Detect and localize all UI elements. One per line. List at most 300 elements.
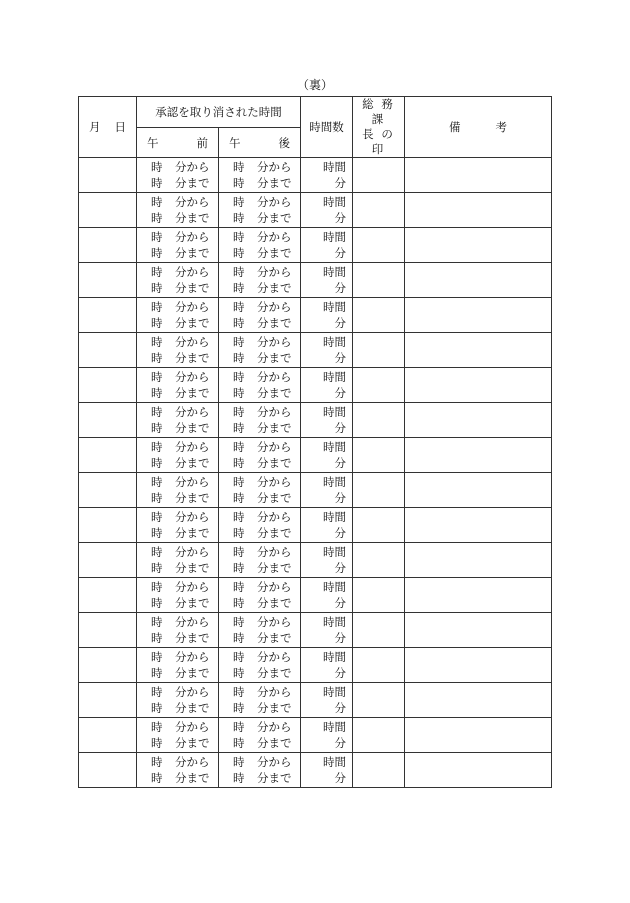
page-side-label: （裏） xyxy=(296,78,333,92)
seal-cell[interactable] xyxy=(353,543,405,578)
hour-label: 時 xyxy=(151,370,163,384)
hours-unit-label: 時間 xyxy=(323,160,346,174)
seal-cell[interactable] xyxy=(353,333,405,368)
am-time-cell[interactable] xyxy=(137,193,219,228)
seal-cell[interactable] xyxy=(353,193,405,228)
hour-label: 時 xyxy=(151,405,163,419)
until-label: 分まで xyxy=(257,491,292,505)
from-label: 分から xyxy=(257,160,292,174)
am-time-cell[interactable] xyxy=(137,403,219,438)
hour-label: 時 xyxy=(233,211,245,225)
until-label: 分まで xyxy=(257,351,292,365)
until-label: 分まで xyxy=(175,176,210,190)
hour-label: 時 xyxy=(233,456,245,470)
hour-label: 時 xyxy=(151,545,163,559)
day-label: 日 xyxy=(114,120,126,134)
hour-label: 時 xyxy=(151,265,163,279)
duration-cell[interactable] xyxy=(301,718,353,753)
pm-label-2: 後 xyxy=(278,135,290,150)
hour-label: 時 xyxy=(233,526,245,540)
seal-cell[interactable] xyxy=(353,158,405,193)
date-cell[interactable] xyxy=(79,718,137,753)
duration-cell[interactable] xyxy=(301,578,353,613)
hours-unit-label: 時間 xyxy=(323,265,346,279)
table-row xyxy=(79,263,552,298)
hour-label: 時 xyxy=(151,615,163,629)
am-time-cell[interactable] xyxy=(137,473,219,508)
am-time-cell[interactable] xyxy=(137,578,219,613)
cancelled-time-header: 承認を取り消された時間 xyxy=(137,97,301,128)
remarks-cell[interactable] xyxy=(405,298,552,333)
table-row xyxy=(79,333,552,368)
am-label-2: 前 xyxy=(196,135,208,150)
hour-label: 時 xyxy=(151,211,163,225)
pm-label-1: 午 xyxy=(229,135,241,150)
from-label: 分から xyxy=(257,335,292,349)
hour-label: 時 xyxy=(151,160,163,174)
seal-cell[interactable] xyxy=(353,718,405,753)
hour-label: 時 xyxy=(151,195,163,209)
duration-cell[interactable] xyxy=(301,298,353,333)
date-cell[interactable] xyxy=(79,228,137,263)
minutes-unit-label: 分 xyxy=(334,736,346,750)
pm-time-cell[interactable] xyxy=(219,648,301,683)
from-label: 分から xyxy=(257,615,292,629)
table-row xyxy=(79,298,552,333)
hour-label: 時 xyxy=(151,351,163,365)
seal-cell[interactable] xyxy=(353,753,405,788)
from-label: 分から xyxy=(175,230,210,244)
am-time-cell[interactable] xyxy=(137,438,219,473)
from-label: 分から xyxy=(175,300,210,314)
remarks-cell[interactable] xyxy=(405,753,552,788)
duration-cell[interactable] xyxy=(301,158,353,193)
remarks-cell[interactable] xyxy=(405,403,552,438)
hour-label: 時 xyxy=(151,475,163,489)
hour-label: 時 xyxy=(233,685,245,699)
hours-unit-label: 時間 xyxy=(323,195,346,209)
hour-label: 時 xyxy=(233,281,245,295)
from-label: 分から xyxy=(175,265,210,279)
pm-header xyxy=(219,128,301,158)
from-label: 分から xyxy=(175,650,210,664)
hour-label: 時 xyxy=(151,386,163,400)
hours-unit-label: 時間 xyxy=(323,475,346,489)
hour-label: 時 xyxy=(233,160,245,174)
am-time-cell[interactable] xyxy=(137,368,219,403)
date-cell[interactable] xyxy=(79,438,137,473)
from-label: 分から xyxy=(175,755,210,769)
from-label: 分から xyxy=(257,755,292,769)
until-label: 分まで xyxy=(175,351,210,365)
from-label: 分から xyxy=(257,230,292,244)
hour-label: 時 xyxy=(233,475,245,489)
hours-unit-label: 時間 xyxy=(323,545,346,559)
duration-cell[interactable] xyxy=(301,368,353,403)
pm-time-cell[interactable] xyxy=(219,578,301,613)
remarks-cell[interactable] xyxy=(405,368,552,403)
seal-cell[interactable] xyxy=(353,368,405,403)
date-cell[interactable] xyxy=(79,473,137,508)
from-label: 分から xyxy=(175,405,210,419)
remarks-cell[interactable] xyxy=(405,508,552,543)
until-label: 分まで xyxy=(175,666,210,680)
until-label: 分まで xyxy=(175,596,210,610)
pm-time-cell[interactable] xyxy=(219,403,301,438)
hour-label: 時 xyxy=(233,701,245,715)
seal-cell[interactable] xyxy=(353,648,405,683)
from-label: 分から xyxy=(257,510,292,524)
until-label: 分まで xyxy=(175,701,210,715)
table-row xyxy=(79,543,552,578)
seal-header xyxy=(353,97,405,158)
hour-label: 時 xyxy=(233,440,245,454)
hour-label: 時 xyxy=(151,526,163,540)
hours-unit-label: 時間 xyxy=(323,335,346,349)
until-label: 分まで xyxy=(257,281,292,295)
hour-label: 時 xyxy=(151,771,163,785)
hour-label: 時 xyxy=(151,510,163,524)
date-cell[interactable] xyxy=(79,508,137,543)
duration-cell[interactable] xyxy=(301,543,353,578)
remarks-label-1: 備 xyxy=(449,120,461,134)
seal-header-line2: 長 の 印 xyxy=(362,127,395,156)
am-time-cell[interactable] xyxy=(137,333,219,368)
until-label: 分まで xyxy=(175,771,210,785)
duration-cell[interactable] xyxy=(301,333,353,368)
hour-label: 時 xyxy=(151,666,163,680)
until-label: 分まで xyxy=(257,421,292,435)
table-row xyxy=(79,683,552,718)
minutes-unit-label: 分 xyxy=(334,176,346,190)
hour-label: 時 xyxy=(151,300,163,314)
remarks-cell[interactable] xyxy=(405,683,552,718)
am-time-cell[interactable] xyxy=(137,613,219,648)
table-row xyxy=(79,403,552,438)
remarks-cell[interactable] xyxy=(405,543,552,578)
pm-time-cell[interactable] xyxy=(219,543,301,578)
until-label: 分まで xyxy=(175,491,210,505)
table-row xyxy=(79,578,552,613)
from-label: 分から xyxy=(175,615,210,629)
until-label: 分まで xyxy=(175,456,210,470)
am-time-cell[interactable] xyxy=(137,158,219,193)
from-label: 分から xyxy=(257,440,292,454)
table-row xyxy=(79,473,552,508)
hour-label: 時 xyxy=(233,650,245,664)
until-label: 分まで xyxy=(175,421,210,435)
from-label: 分から xyxy=(257,195,292,209)
pm-time-cell[interactable] xyxy=(219,613,301,648)
from-label: 分から xyxy=(257,580,292,594)
from-label: 分から xyxy=(175,685,210,699)
hour-label: 時 xyxy=(151,580,163,594)
hour-label: 時 xyxy=(151,736,163,750)
minutes-unit-label: 分 xyxy=(334,631,346,645)
am-header xyxy=(137,128,219,158)
minutes-unit-label: 分 xyxy=(334,316,346,330)
from-label: 分から xyxy=(257,265,292,279)
from-label: 分から xyxy=(257,720,292,734)
hour-label: 時 xyxy=(233,596,245,610)
from-label: 分から xyxy=(175,370,210,384)
minutes-unit-label: 分 xyxy=(334,701,346,715)
date-cell[interactable] xyxy=(79,753,137,788)
hour-label: 時 xyxy=(233,510,245,524)
hour-label: 時 xyxy=(151,701,163,715)
am-time-cell[interactable] xyxy=(137,753,219,788)
pm-time-cell[interactable] xyxy=(219,228,301,263)
minutes-unit-label: 分 xyxy=(334,771,346,785)
from-label: 分から xyxy=(175,440,210,454)
until-label: 分まで xyxy=(175,561,210,575)
from-label: 分から xyxy=(257,405,292,419)
hour-label: 時 xyxy=(233,351,245,365)
hour-label: 時 xyxy=(151,230,163,244)
table-row xyxy=(79,368,552,403)
duration-cell[interactable] xyxy=(301,228,353,263)
until-label: 分まで xyxy=(257,596,292,610)
from-label: 分から xyxy=(257,685,292,699)
pm-time-cell[interactable] xyxy=(219,368,301,403)
hour-label: 時 xyxy=(233,755,245,769)
hour-label: 時 xyxy=(233,316,245,330)
time-cancellation-table xyxy=(78,96,552,788)
from-label: 分から xyxy=(175,545,210,559)
hours-unit-label: 時間 xyxy=(323,720,346,734)
date-cell[interactable] xyxy=(79,543,137,578)
hour-label: 時 xyxy=(233,230,245,244)
hour-label: 時 xyxy=(151,755,163,769)
minutes-unit-label: 分 xyxy=(334,421,346,435)
pm-time-cell[interactable] xyxy=(219,263,301,298)
until-label: 分まで xyxy=(257,561,292,575)
date-cell[interactable] xyxy=(79,193,137,228)
hour-label: 時 xyxy=(233,370,245,384)
hour-label: 時 xyxy=(151,720,163,734)
hour-label: 時 xyxy=(233,666,245,680)
until-label: 分まで xyxy=(175,246,210,260)
duration-cell[interactable] xyxy=(301,753,353,788)
until-label: 分まで xyxy=(257,176,292,190)
pm-time-cell[interactable] xyxy=(219,753,301,788)
hour-label: 時 xyxy=(151,631,163,645)
from-label: 分から xyxy=(257,300,292,314)
seal-cell[interactable] xyxy=(353,263,405,298)
hour-label: 時 xyxy=(233,405,245,419)
pm-time-cell[interactable] xyxy=(219,298,301,333)
am-time-cell[interactable] xyxy=(137,648,219,683)
seal-header-line1: 総 務 課 xyxy=(362,97,395,126)
remarks-cell[interactable] xyxy=(405,158,552,193)
until-label: 分まで xyxy=(257,526,292,540)
seal-cell[interactable] xyxy=(353,473,405,508)
hours-unit-label: 時間 xyxy=(323,580,346,594)
from-label: 分から xyxy=(175,335,210,349)
hour-label: 時 xyxy=(233,491,245,505)
minutes-unit-label: 分 xyxy=(334,526,346,540)
am-time-cell[interactable] xyxy=(137,683,219,718)
hour-label: 時 xyxy=(151,561,163,575)
hour-label: 時 xyxy=(151,650,163,664)
remarks-cell[interactable] xyxy=(405,718,552,753)
table-row xyxy=(79,648,552,683)
am-time-cell[interactable] xyxy=(137,263,219,298)
duration-cell[interactable] xyxy=(301,438,353,473)
remarks-cell[interactable] xyxy=(405,438,552,473)
hour-label: 時 xyxy=(151,281,163,295)
hour-label: 時 xyxy=(233,720,245,734)
am-time-cell[interactable] xyxy=(137,543,219,578)
minutes-unit-label: 分 xyxy=(334,666,346,680)
duration-cell[interactable] xyxy=(301,613,353,648)
from-label: 分から xyxy=(175,580,210,594)
from-label: 分から xyxy=(257,650,292,664)
minutes-unit-label: 分 xyxy=(334,596,346,610)
remarks-cell[interactable] xyxy=(405,228,552,263)
hour-label: 時 xyxy=(151,456,163,470)
pm-time-cell[interactable] xyxy=(219,683,301,718)
until-label: 分まで xyxy=(175,526,210,540)
am-time-cell[interactable] xyxy=(137,718,219,753)
date-cell[interactable] xyxy=(79,368,137,403)
until-label: 分まで xyxy=(175,281,210,295)
pm-time-cell[interactable] xyxy=(219,333,301,368)
minutes-unit-label: 分 xyxy=(334,351,346,365)
from-label: 分から xyxy=(257,475,292,489)
until-label: 分まで xyxy=(257,631,292,645)
duration-cell[interactable] xyxy=(301,193,353,228)
from-label: 分から xyxy=(175,195,210,209)
duration-cell[interactable] xyxy=(301,473,353,508)
seal-cell[interactable] xyxy=(353,683,405,718)
minutes-unit-label: 分 xyxy=(334,561,346,575)
hours-unit-label: 時間 xyxy=(323,300,346,314)
pm-time-cell[interactable] xyxy=(219,473,301,508)
remarks-cell[interactable] xyxy=(405,193,552,228)
minutes-unit-label: 分 xyxy=(334,246,346,260)
hour-label: 時 xyxy=(233,736,245,750)
until-label: 分まで xyxy=(175,736,210,750)
duration-cell[interactable] xyxy=(301,403,353,438)
minutes-unit-label: 分 xyxy=(334,456,346,470)
pm-time-cell[interactable] xyxy=(219,158,301,193)
hours-unit-label: 時間 xyxy=(323,755,346,769)
until-label: 分まで xyxy=(257,701,292,715)
hour-label: 時 xyxy=(233,561,245,575)
hours-unit-label: 時間 xyxy=(323,615,346,629)
remarks-cell[interactable] xyxy=(405,473,552,508)
until-label: 分まで xyxy=(175,211,210,225)
hour-label: 時 xyxy=(151,176,163,190)
am-time-cell[interactable] xyxy=(137,228,219,263)
date-cell[interactable] xyxy=(79,578,137,613)
hour-label: 時 xyxy=(233,335,245,349)
from-label: 分から xyxy=(257,370,292,384)
until-label: 分まで xyxy=(257,316,292,330)
date-cell[interactable] xyxy=(79,683,137,718)
seal-cell[interactable] xyxy=(353,438,405,473)
table-row xyxy=(79,438,552,473)
seal-cell[interactable] xyxy=(353,578,405,613)
pm-time-cell[interactable] xyxy=(219,438,301,473)
until-label: 分まで xyxy=(257,211,292,225)
pm-time-cell[interactable] xyxy=(219,193,301,228)
minutes-unit-label: 分 xyxy=(334,211,346,225)
duration-cell[interactable] xyxy=(301,508,353,543)
table-row xyxy=(79,508,552,543)
hours-unit-label: 時間 xyxy=(323,440,346,454)
hour-label: 時 xyxy=(233,421,245,435)
seal-cell[interactable] xyxy=(353,298,405,333)
hour-label: 時 xyxy=(233,176,245,190)
hour-label: 時 xyxy=(233,771,245,785)
date-cell[interactable] xyxy=(79,613,137,648)
remarks-cell[interactable] xyxy=(405,613,552,648)
from-label: 分から xyxy=(175,510,210,524)
from-label: 分から xyxy=(175,475,210,489)
until-label: 分まで xyxy=(175,386,210,400)
hour-label: 時 xyxy=(151,335,163,349)
table-row xyxy=(79,193,552,228)
seal-cell[interactable] xyxy=(353,403,405,438)
minutes-unit-label: 分 xyxy=(334,281,346,295)
date-cell[interactable] xyxy=(79,333,137,368)
seal-cell[interactable] xyxy=(353,613,405,648)
hour-label: 時 xyxy=(233,631,245,645)
am-time-cell[interactable] xyxy=(137,298,219,333)
am-label-1: 午 xyxy=(147,135,159,150)
duration-cell[interactable] xyxy=(301,263,353,298)
until-label: 分まで xyxy=(257,456,292,470)
remarks-cell[interactable] xyxy=(405,648,552,683)
seal-cell[interactable] xyxy=(353,228,405,263)
hour-label: 時 xyxy=(151,421,163,435)
date-cell[interactable] xyxy=(79,298,137,333)
remarks-cell[interactable] xyxy=(405,578,552,613)
hour-label: 時 xyxy=(151,440,163,454)
duration-cell[interactable] xyxy=(301,683,353,718)
hours-unit-label: 時間 xyxy=(323,230,346,244)
date-cell[interactable] xyxy=(79,263,137,298)
pm-time-cell[interactable] xyxy=(219,718,301,753)
hour-label: 時 xyxy=(233,580,245,594)
table-row xyxy=(79,158,552,193)
until-label: 分まで xyxy=(175,631,210,645)
hours-unit-label: 時間 xyxy=(323,405,346,419)
minutes-unit-label: 分 xyxy=(334,386,346,400)
pm-time-cell[interactable] xyxy=(219,508,301,543)
until-label: 分まで xyxy=(257,386,292,400)
date-cell[interactable] xyxy=(79,158,137,193)
seal-cell[interactable] xyxy=(353,508,405,543)
am-time-cell[interactable] xyxy=(137,508,219,543)
hour-label: 時 xyxy=(233,615,245,629)
hour-label: 時 xyxy=(151,685,163,699)
date-cell[interactable] xyxy=(79,648,137,683)
date-cell[interactable] xyxy=(79,403,137,438)
from-label: 分から xyxy=(257,545,292,559)
remarks-cell[interactable] xyxy=(405,263,552,298)
table-row xyxy=(79,613,552,648)
until-label: 分まで xyxy=(257,246,292,260)
duration-cell[interactable] xyxy=(301,648,353,683)
from-label: 分から xyxy=(175,160,210,174)
hours-count-header: 時間数 xyxy=(301,97,353,158)
hour-label: 時 xyxy=(151,491,163,505)
hours-unit-label: 時間 xyxy=(323,510,346,524)
remarks-cell[interactable] xyxy=(405,333,552,368)
